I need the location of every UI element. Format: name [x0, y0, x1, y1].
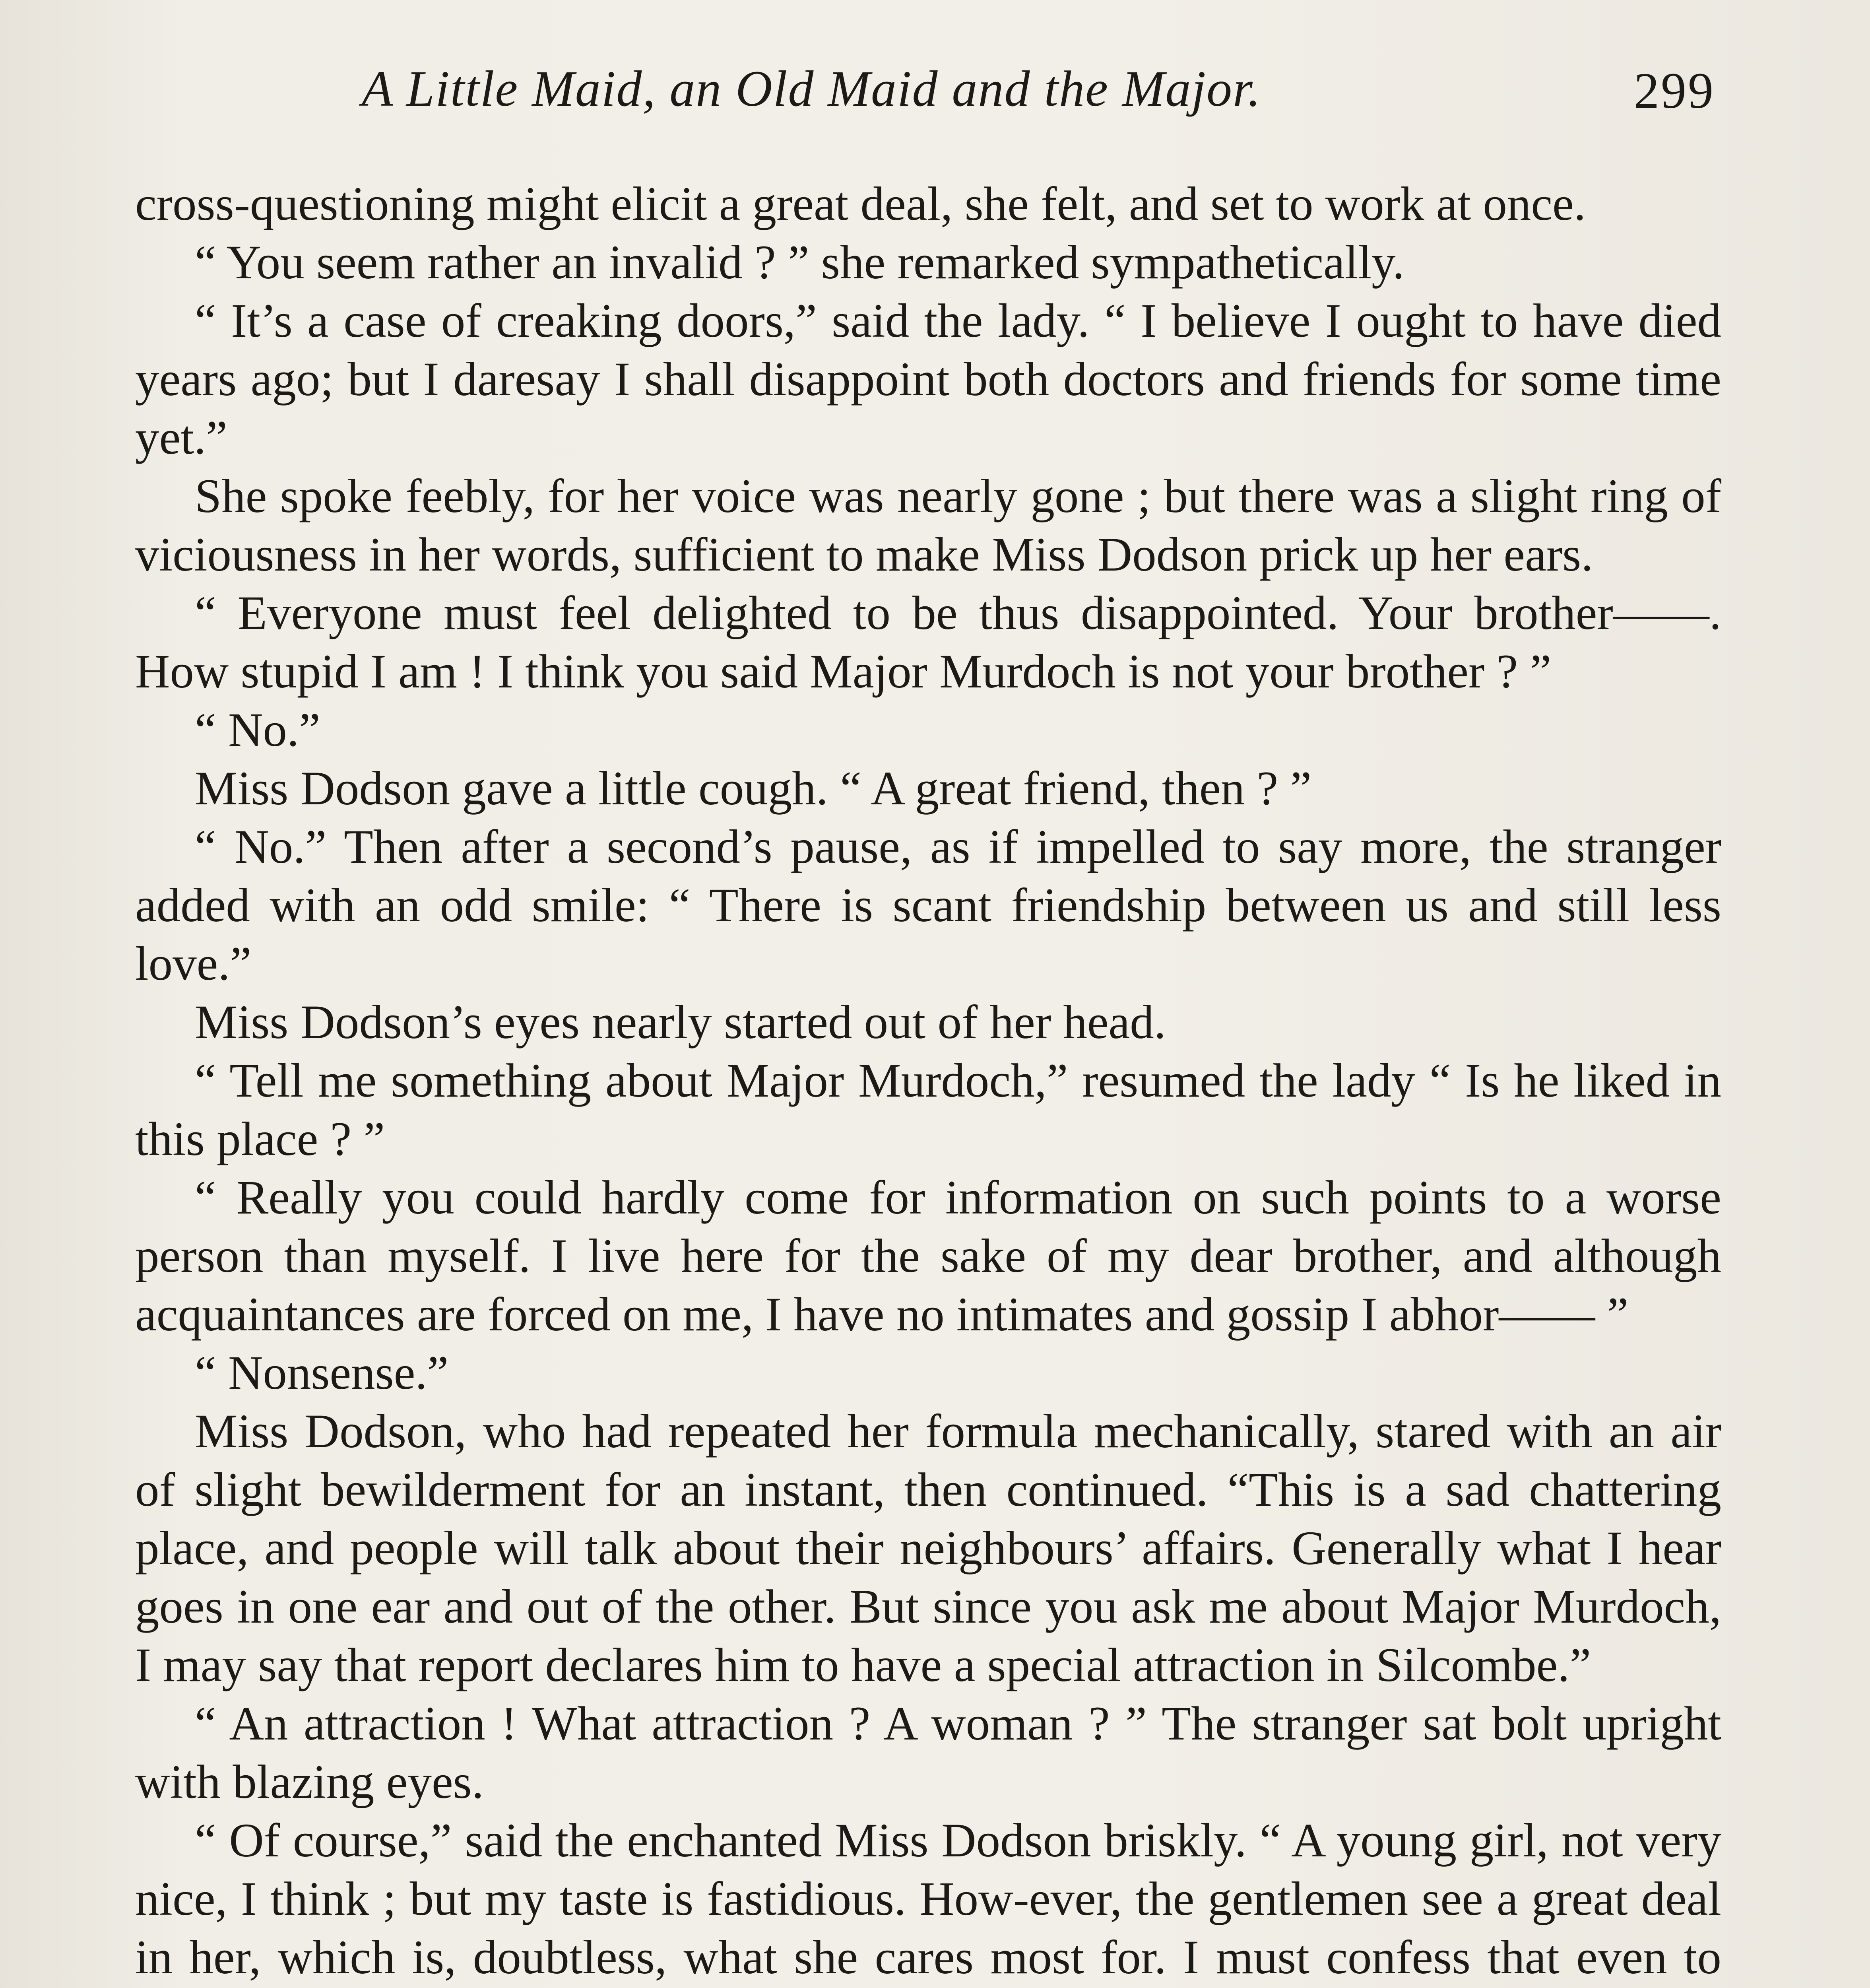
- paragraph: “ Of course,” said the enchanted Miss Dodson briskly. “ A young girl, not very nice, I think ; but my taste is fastidious. How-ever, the gentlemen see a great deal in her, which is, doubtless, what she cares most for. I must confess that even to: [135, 1814, 1721, 1984]
- paragraph: Miss Dodson, who had repeated her formula mechanically, stared with an air of slight bewilderment for an instant, then continued. “This is a sad chattering place, and people will talk about their neighbours’ affairs. Generally what I hear goes in one ear and out of the other. But since you ask me about Major Murdoch, I may say that report declares him to have a special attraction in Silcombe.”: [135, 1405, 1721, 1692]
- page-number: 299: [1634, 62, 1715, 119]
- paragraph: “ An attraction ! What attraction ? A woman ? ” The stranger sat bolt upright with blazing eyes.: [135, 1697, 1721, 1809]
- paragraph: “ No.”: [195, 703, 320, 757]
- paragraph: Miss Dodson’s eyes nearly started out of her head.: [195, 996, 1166, 1049]
- paragraph: “ You seem rather an invalid ? ” she remarked sympathetically.: [195, 236, 1405, 289]
- running-head: [0, 48, 1870, 135]
- paragraph: Miss Dodson gave a little cough. “ A great friend, then ? ”: [195, 762, 1312, 815]
- paragraph: “ It’s a case of creaking doors,” said the lady. “ I believe I ought to have died years ago; but I daresay I shall disappoint both doctors and friends for some time yet.”: [135, 294, 1721, 464]
- paragraph: “ Everyone must feel delighted to be thus disappointed. Your brother——. How stupid I am ! I think you said Major Murdoch is not your brother ? ”: [135, 586, 1721, 698]
- running-title: A Little Maid, an Old Maid and the Major.: [362, 60, 1261, 117]
- paragraph: “ Tell me something about Major Murdoch,” resumed the lady “ Is he liked in this place ? ”: [135, 1054, 1721, 1166]
- paragraph: “ Nonsense.”: [195, 1346, 449, 1400]
- body-text: [135, 175, 1721, 1988]
- paragraph: “ No.” Then after a second’s pause, as if impelled to say more, the stranger added with an odd smile: “ There is scant friendship between us and still less love.”: [135, 820, 1721, 990]
- paragraph: “ Really you could hardly come for information on such points to a worse person than myself. I live here for the sake of my dear brother, and although acquaintances are forced on me, I have no intimates and gossip I abhor—— ”: [135, 1171, 1721, 1341]
- paragraph: cross-questioning might elicit a great deal, she felt, and set to work at once.: [135, 177, 1586, 231]
- paragraph: She spoke feebly, for her voice was nearly gone ; but there was a slight ring of viciousness in her words, sufficient to make Miss Dodson prick up her ears.: [135, 470, 1721, 581]
